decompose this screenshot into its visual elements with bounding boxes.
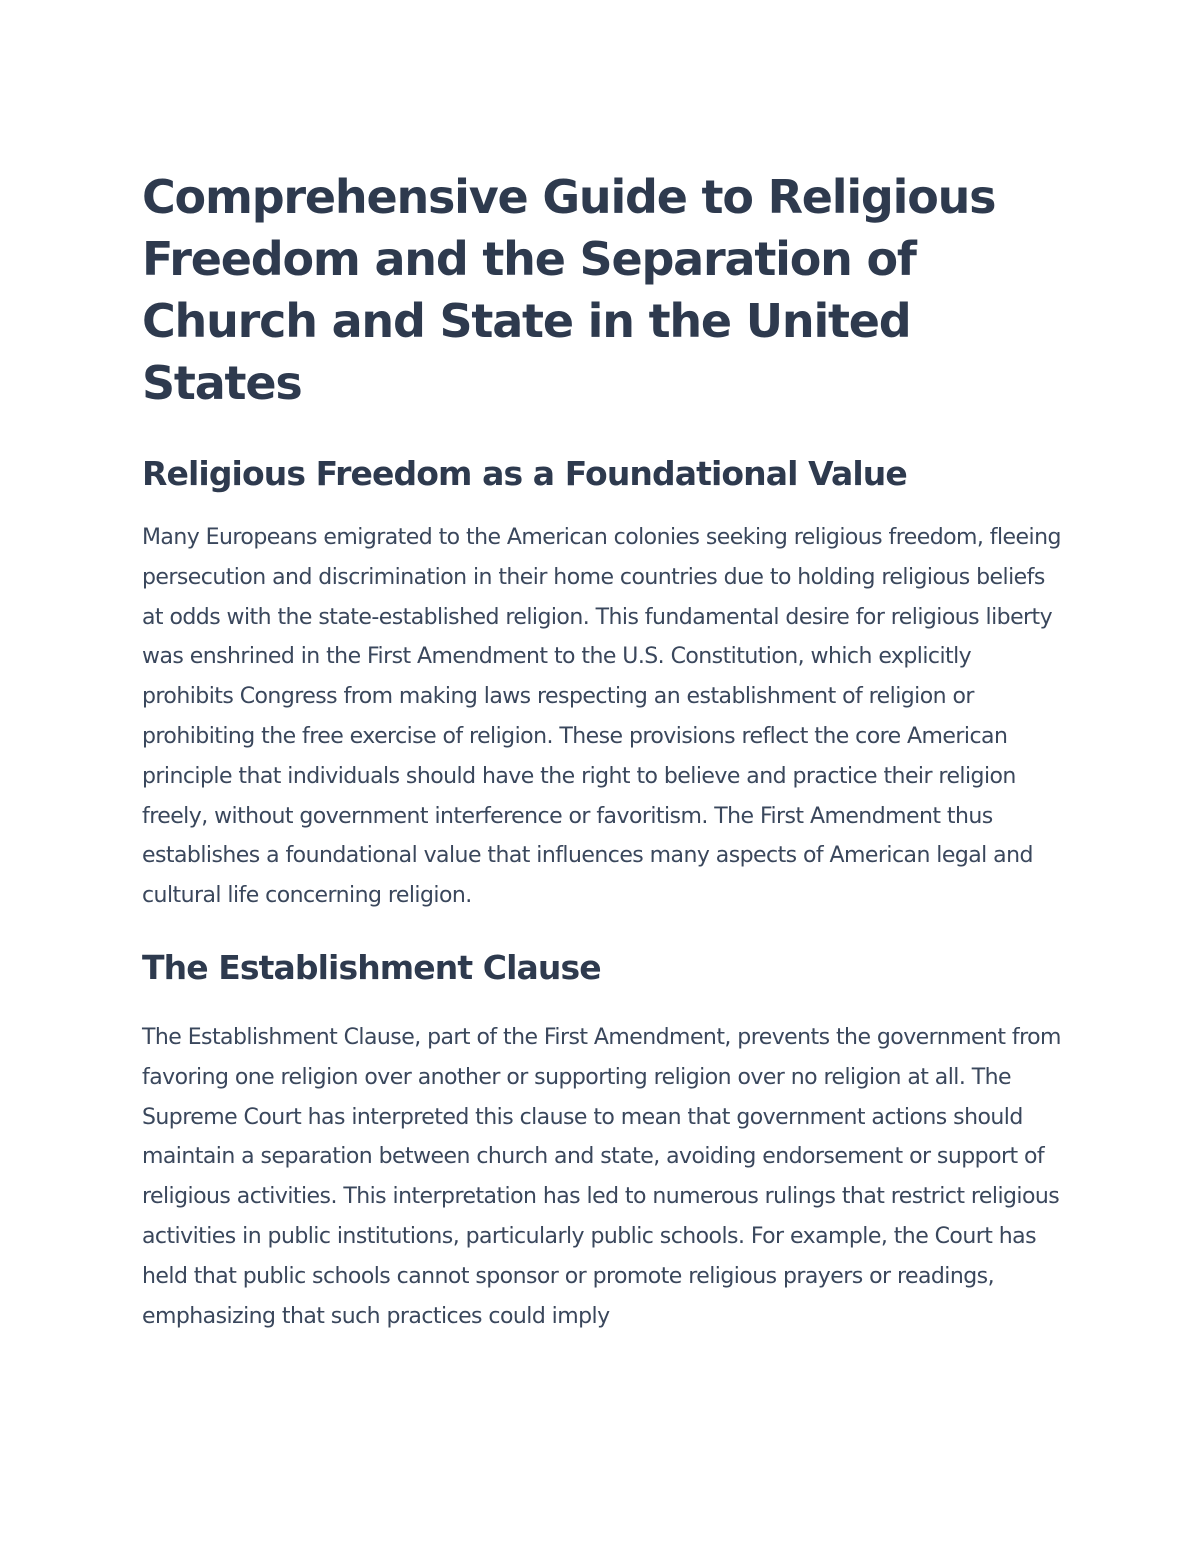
section-body-religious-freedom: Many Europeans emigrated to the American colonies seeking religious freedom, fleeing persecution and discrimination in their home countries due to holding religious beliefs at odds with the state-established religion. This fundamental desire for religious liberty was enshrined in the First Amendment to the U.S. Constitution, which explicitly prohibits Congress from making laws respecting an establishment of religion or prohibiting the free exercise of religion. These provisions reflect the core American principle that individuals should have the right to believe and practice their religion freely, without government interference or favoritism. The First Amendment thus establishes a foundational value that influences many aspects of American legal and cultural life concerning religion. — [142, 525, 1061, 909]
document-title: Comprehensive Guide to Religious Freedom and the Separation of Church and State in the United States — [142, 170, 996, 410]
section-heading-establishment-clause: The Establishment Clause — [142, 947, 601, 987]
document-page — [142, 166, 1062, 1336]
section-body-establishment-clause: The Establishment Clause, part of the First Amendment, prevents the government from favoring one religion over another or supporting religion over no religion at all. The Supreme Court has interpreted this clause to mean that government actions should maintain a separation between church and state, avoiding endorsement or support of religious activities. This interpretation has led to numerous rulings that restrict religious activities in public institutions, particularly public schools. For example, the Court has held that public schools cannot sponsor or promote religious prayers or readings, emphasizing that such practices could imply — [142, 1024, 1061, 1329]
section-heading-religious-freedom: Religious Freedom as a Foundational Value — [142, 454, 907, 493]
